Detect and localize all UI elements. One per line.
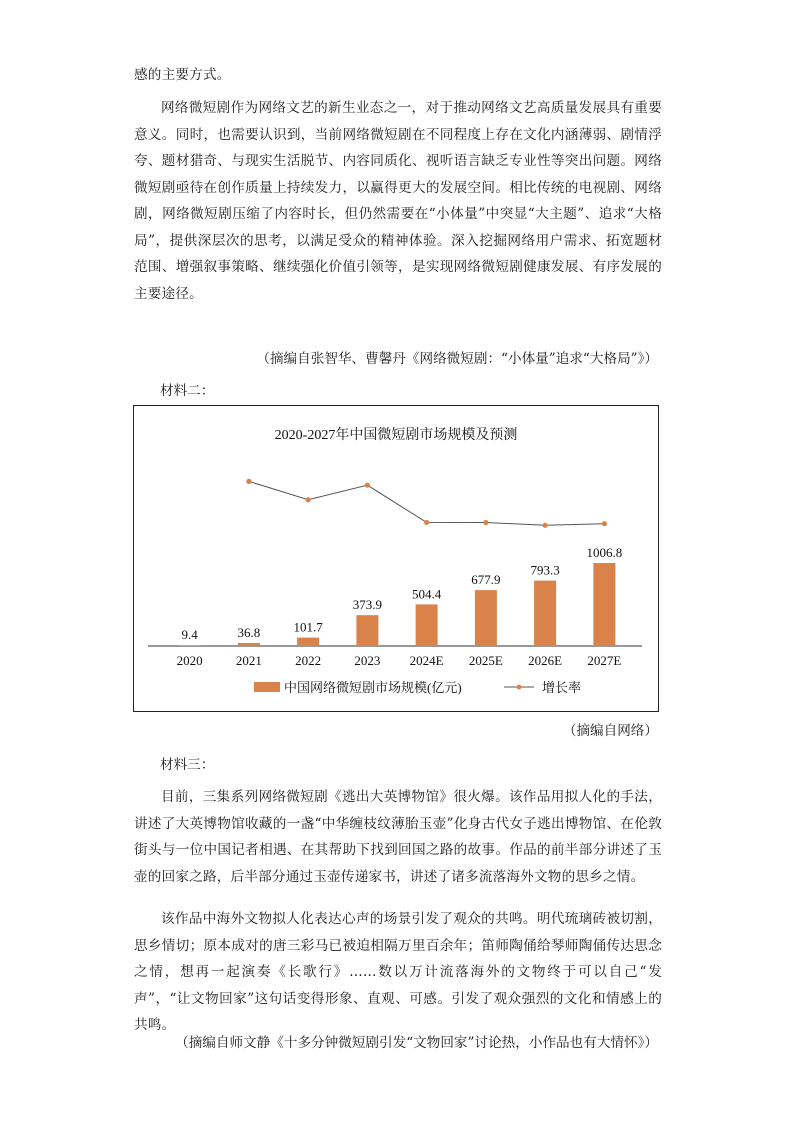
growth-rate-point-2027E xyxy=(602,521,607,526)
bar-value-label-2026E: 793.3 xyxy=(530,562,560,578)
bar-value-label-2020: 9.4 xyxy=(181,627,198,643)
bar-2021 xyxy=(238,643,260,646)
legend-line-label: 增长率 xyxy=(542,680,582,695)
bar-value-label-2027E: 1006.8 xyxy=(586,545,623,560)
growth-rate-point-2022 xyxy=(306,497,311,502)
material1-paragraph: 网络微短剧作为网络文艺的新生业态之一，对于推动网络文艺高质量发展具有重要意义。同时，也需要认识到，当前网络微短剧在不同程度上存在文化内涵薄弱、剧情浮夸、题材猎奇、与现实生活脱节、内容同质化、视听语言缺乏专业性等突出问题。网络微短剧亟待在创作质量上持续发力，以赢得更大的发展空间。相比传统的电视剧、网络剧，网络微短剧压缩了内容时长，但仍然需要在“小体量”中突显“大主题”、追求“大格局”，提供深层次的思考，以满足受众的精神体验。深入挖掘网络用户需求、拓宽题材范围、增强叙事策略、继续强化价值引领等，是实现网络微短剧健康发展、有序发展的主要途径。 xyxy=(134,100,662,302)
legend-bar-swatch xyxy=(254,682,280,692)
bar-2026E xyxy=(534,581,556,646)
bar-value-label-2025E: 677.9 xyxy=(471,572,501,588)
growth-rate-point-2023 xyxy=(365,483,370,488)
material1-source: （摘编自张智华、曹馨丹《网络微短剧：“小体量”追求“大格局”》） xyxy=(256,351,658,367)
bar-value-label-2022: 101.7 xyxy=(293,619,323,635)
x-tick-label-2022: 2022 xyxy=(295,653,322,668)
material3-source: （摘编自师文静《十多分钟微短剧引发“文物回家”讨论热，小作品也有大情怀》） xyxy=(175,1035,658,1051)
x-tick-label-2025E: 2025E xyxy=(468,653,503,668)
growth-rate-point-2021 xyxy=(246,479,251,484)
chart-title: 2020-2027年中国微短剧市场规模及预测 xyxy=(274,428,518,443)
material3-paragraph-1: 目前，三集系列网络微短剧《逃出大英博物馆》很火爆。该作品用拟人化的手法，讲述了大英博物馆收藏的一盏“中华缠枝纹薄胎玉壶”化身古代女子逃出博物馆、在伦敦街头与一位中国记者相遇、在其帮助下找到回国之路的故事。作品的前半部分讲述了玉壶的回家之路，后半部分通过玉壶传递家书，讲述了诸多流落海外文物的思乡之情。 xyxy=(134,789,662,885)
x-tick-label-2024E: 2024E xyxy=(409,653,444,668)
chart xyxy=(133,405,659,712)
bar-2022 xyxy=(297,638,319,646)
growth-rate-line xyxy=(249,481,605,525)
growth-rate-point-2025E xyxy=(483,520,488,525)
bar-2024E xyxy=(416,604,438,646)
legend-bar-label: 中国网络微短剧市场规模(亿元) xyxy=(284,680,462,695)
material2-source: （摘编自网络） xyxy=(562,723,658,739)
x-tick-label-2021: 2021 xyxy=(235,653,262,668)
x-tick-label-2023: 2023 xyxy=(354,653,381,668)
growth-rate-point-2024E xyxy=(424,520,429,525)
bar-2027E xyxy=(593,563,615,646)
material2-label: 材料二： xyxy=(160,383,215,399)
bar-2020 xyxy=(179,645,201,646)
bar-2025E xyxy=(475,590,497,646)
x-tick-label-2026E: 2026E xyxy=(528,653,563,668)
legend-line-marker xyxy=(517,685,522,690)
top-paragraph-end: 感的主要方式。 xyxy=(134,67,231,83)
bar-value-label-2024E: 504.4 xyxy=(412,586,442,602)
bar-value-label-2021: 36.8 xyxy=(237,624,261,640)
x-tick-label-2027E: 2027E xyxy=(587,653,622,668)
x-tick-label-2020: 2020 xyxy=(176,653,203,668)
growth-rate-point-2026E xyxy=(543,523,548,528)
chart-canvas xyxy=(134,406,658,711)
material3-label: 材料三： xyxy=(160,757,215,773)
material3-paragraph-2: 该作品中海外文物拟人化表达心声的场景引发了观众的共鸣。明代琉璃砖被切割，思乡情切；原本成对的唐三彩马已被迫相隔万里百余年；笛师陶俑给琴师陶俑传达思念之情，想再一起演奏《长歌行》……数以万计流落海外的文物终于可以自己“发声”，“让文物回家”这句话变得形象、直观、可感。引发了观众强烈的文化和情感上的共鸣。 xyxy=(134,911,662,1033)
bar-value-label-2023: 373.9 xyxy=(352,597,382,613)
bar-2023 xyxy=(356,615,378,646)
